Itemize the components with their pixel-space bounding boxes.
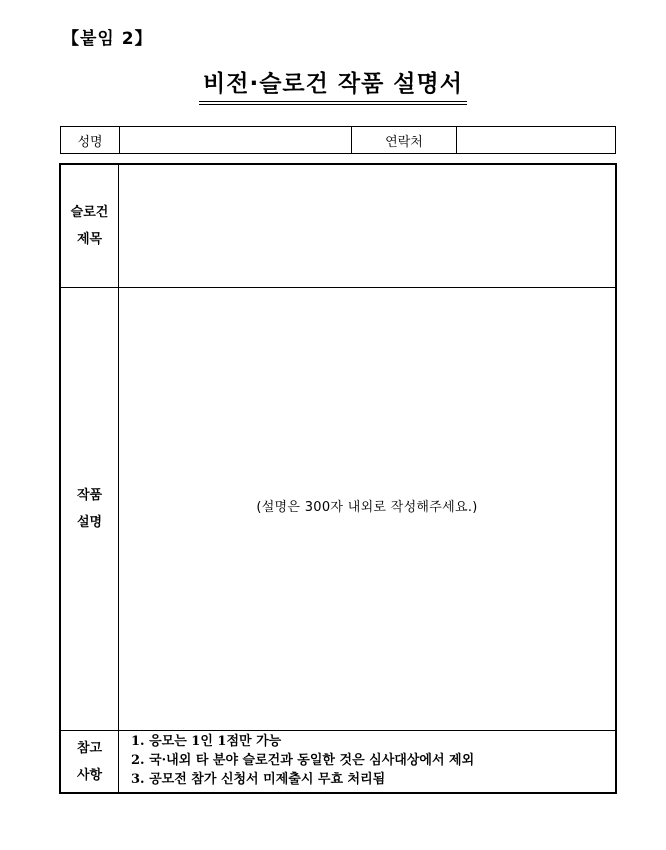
contact-field[interactable] <box>457 127 615 153</box>
notes-label <box>61 731 119 792</box>
notes-content <box>119 731 615 792</box>
notes-list <box>131 732 474 789</box>
notes-label-line2: 사항 <box>76 767 103 783</box>
applicant-info-row <box>60 126 616 154</box>
slogan-title-label-line2: 제목 <box>76 232 103 247</box>
note-item: 1. 응모는 1인 1점만 가능 <box>131 734 282 749</box>
slogan-title-field[interactable] <box>119 165 615 287</box>
name-field[interactable] <box>120 127 352 153</box>
description-field[interactable] <box>119 288 615 730</box>
slogan-title-label <box>61 165 119 287</box>
notes-label-line1: 참고 <box>76 740 103 756</box>
document-title <box>0 70 666 105</box>
description-guide-text: (설명은 300자 내외로 작성해주세요.) <box>256 500 478 515</box>
notes-row <box>61 731 615 792</box>
description-label-line2: 설명 <box>76 515 103 530</box>
submission-table <box>59 163 617 794</box>
description-label <box>61 288 119 730</box>
slogan-title-row <box>61 165 615 288</box>
name-label: 성명 <box>61 127 120 153</box>
description-row <box>61 288 615 731</box>
attachment-label: 【붙임 2】 <box>62 29 153 49</box>
note-item: 3. 공모전 참가 신청서 미제출시 무효 처리됨 <box>131 772 386 787</box>
contact-label: 연락처 <box>352 127 457 153</box>
slogan-title-label-line1: 슬로건 <box>70 205 109 220</box>
note-item: 2. 국·내외 타 분야 슬로건과 동일한 것은 심사대상에서 제외 <box>131 753 475 768</box>
description-label-line1: 작품 <box>76 488 103 503</box>
document-title-text: 비전·슬로건 작품 설명서 <box>199 70 467 105</box>
